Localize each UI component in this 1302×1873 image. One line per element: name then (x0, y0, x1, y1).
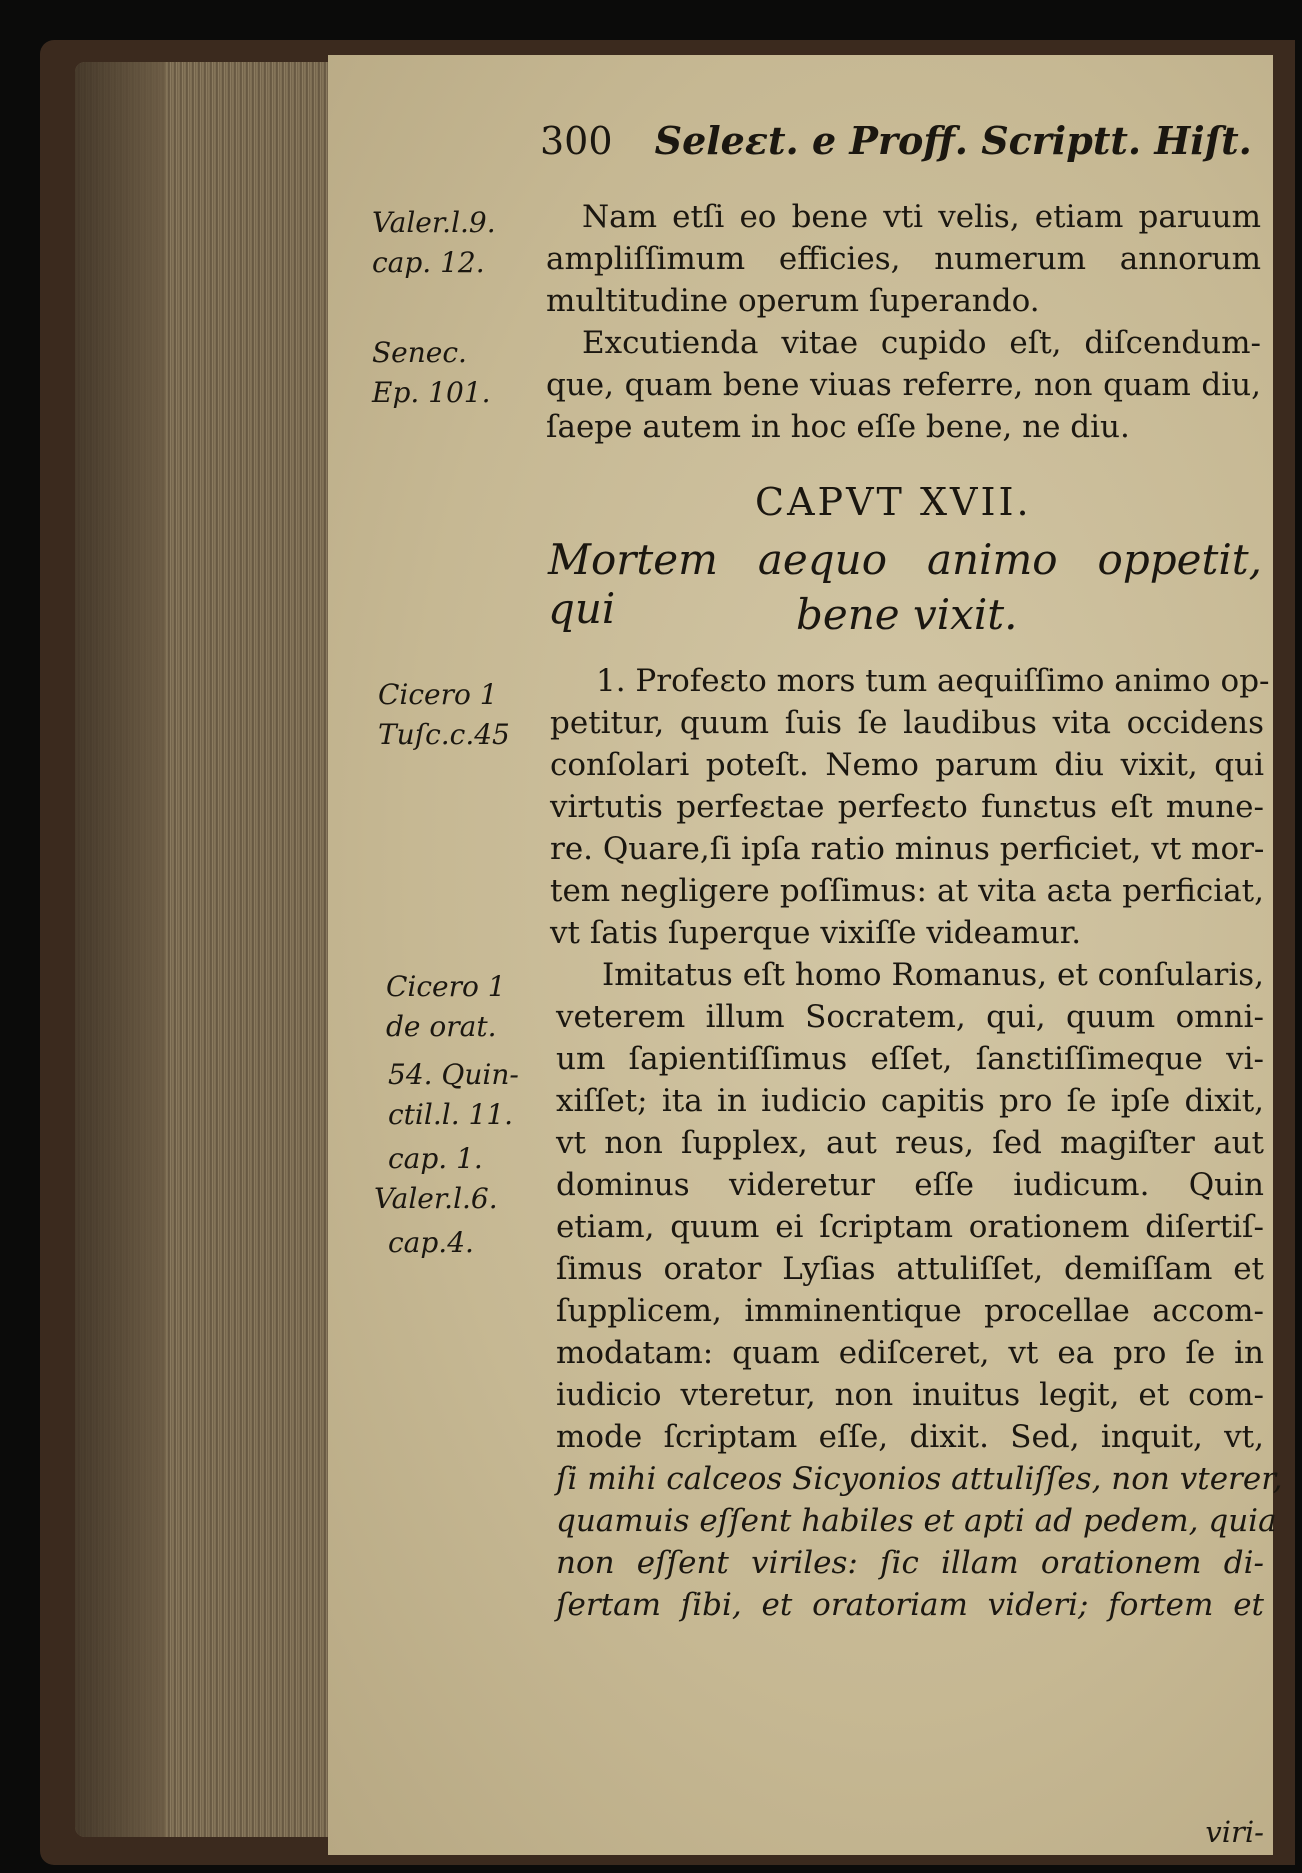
margin-note: Senec. (372, 336, 467, 369)
text-line: xiſſet; ita in iudicio capitis pro ſe ipſe dixit, (556, 1083, 1264, 1119)
text-line: multitudine operum ſuperando. (546, 283, 1040, 319)
margin-note: Cicero 1 (378, 678, 498, 711)
margin-note: Valer.l.6. (374, 1182, 498, 1215)
text-line: mode ſcriptam eſſe, dixit. Sed, inquit, vt, (556, 1419, 1264, 1455)
text-line: Imitatus eſt homo Romanus, et conſularis, (602, 957, 1264, 993)
text-line: iudicio vteretur, non inuitus legit, et com- (556, 1377, 1264, 1413)
paragraph-1 (546, 196, 1261, 322)
text-line: non eſſent viriles: ſic illam orationem di- (556, 1545, 1264, 1581)
paragraph-3 (550, 660, 1270, 954)
margin-note: cap. 12. (372, 246, 485, 279)
text-line: ampliſſimum efficies, numerum annorum (546, 241, 1261, 277)
margin-note: 54. Quin- (388, 1058, 519, 1091)
text-line: conſolari poteſt. Nemo parum diu vixit, qui (550, 747, 1264, 783)
paragraph-2 (546, 322, 1261, 448)
text-line: ſi mihi calceos Sicyonios attuliſſes, non vterer, (556, 1461, 1283, 1497)
page-edges-shadow (75, 62, 165, 1837)
text-line: um ſapientiſſimus eſſet, ſanɛtiſſimeque vi- (556, 1041, 1264, 1077)
text-line: veterem illum Socratem, qui, quum omni- (556, 999, 1264, 1035)
text-line: vt non ſupplex, aut reus, ſed magiſter aut (556, 1125, 1264, 1161)
chapter-title-line-2: bene vixit. (796, 590, 1018, 639)
margin-note: cap. 1. (388, 1142, 483, 1175)
text-line: petitur, quum ſuis ſe laudibus vita occidens (550, 705, 1264, 741)
text-line: ſertam ſibi, et oratoriam videri; fortem et (556, 1587, 1264, 1623)
margin-note: Tuſc.c.45 (378, 718, 510, 751)
catchword: viri- (1205, 1815, 1264, 1849)
text-line: Nam etſi eo bene vti velis, etiam paruum (582, 199, 1261, 235)
text-line: quamuis eſſent habiles et apti ad pedem, quia (556, 1503, 1277, 1539)
chapter-title-line-1: Mortem aequo animo oppetit, qui (548, 535, 1262, 633)
text-line: virtutis perfeɛtae perfeɛto funɛtus eſt mune- (550, 789, 1264, 825)
text-line: re. Quare,ſi ipſa ratio minus perficiet, vt mor- (550, 831, 1265, 867)
text-line: que, quam bene viuas referre, non quam diu, (546, 367, 1261, 403)
margin-note: Cicero 1 (386, 970, 506, 1003)
margin-note: Ep. 101. (372, 376, 491, 409)
text-line: dominus videretur eſſe iudicum. Quin (556, 1167, 1264, 1203)
text-line: ſaepe autem in hoc eſſe bene, ne diu. (546, 409, 1130, 445)
margin-note: Valer.l.9. (372, 206, 496, 239)
page-number: 300 (540, 119, 613, 163)
text-line: Excutienda vitae cupido eſt, diſcendum- (582, 325, 1261, 361)
margin-note: ctil.l. 11. (388, 1098, 514, 1131)
chapter-heading: CAPVT XVII. (755, 480, 1032, 524)
margin-note: cap.4. (388, 1226, 474, 1259)
text-line: modatam: quam ediſceret, vt ea pro ſe in (556, 1335, 1264, 1371)
text-line: ſupplicem, imminentique procellae accom- (556, 1293, 1264, 1329)
text-line: ſimus orator Lyſias attuliſſet, demiſſam et (556, 1251, 1264, 1287)
text-line: vt ſatis ſuperque vixiſſe videamur. (550, 915, 1082, 951)
paragraph-4 (556, 954, 1283, 1626)
text-line: etiam, quum ei ſcriptam orationem diſertiſ- (556, 1209, 1264, 1245)
running-title: Seleɛt. e Proff. Scriptt. Hiſt. (654, 118, 1252, 163)
text-line: tem negligere poſſimus: at vita aɛta perficiat, (550, 873, 1264, 909)
running-header (540, 118, 1252, 163)
margin-note: de orat. (386, 1010, 497, 1043)
text-line: 1. Profeɛto mors tum aequiſſimo animo op- (596, 663, 1270, 699)
